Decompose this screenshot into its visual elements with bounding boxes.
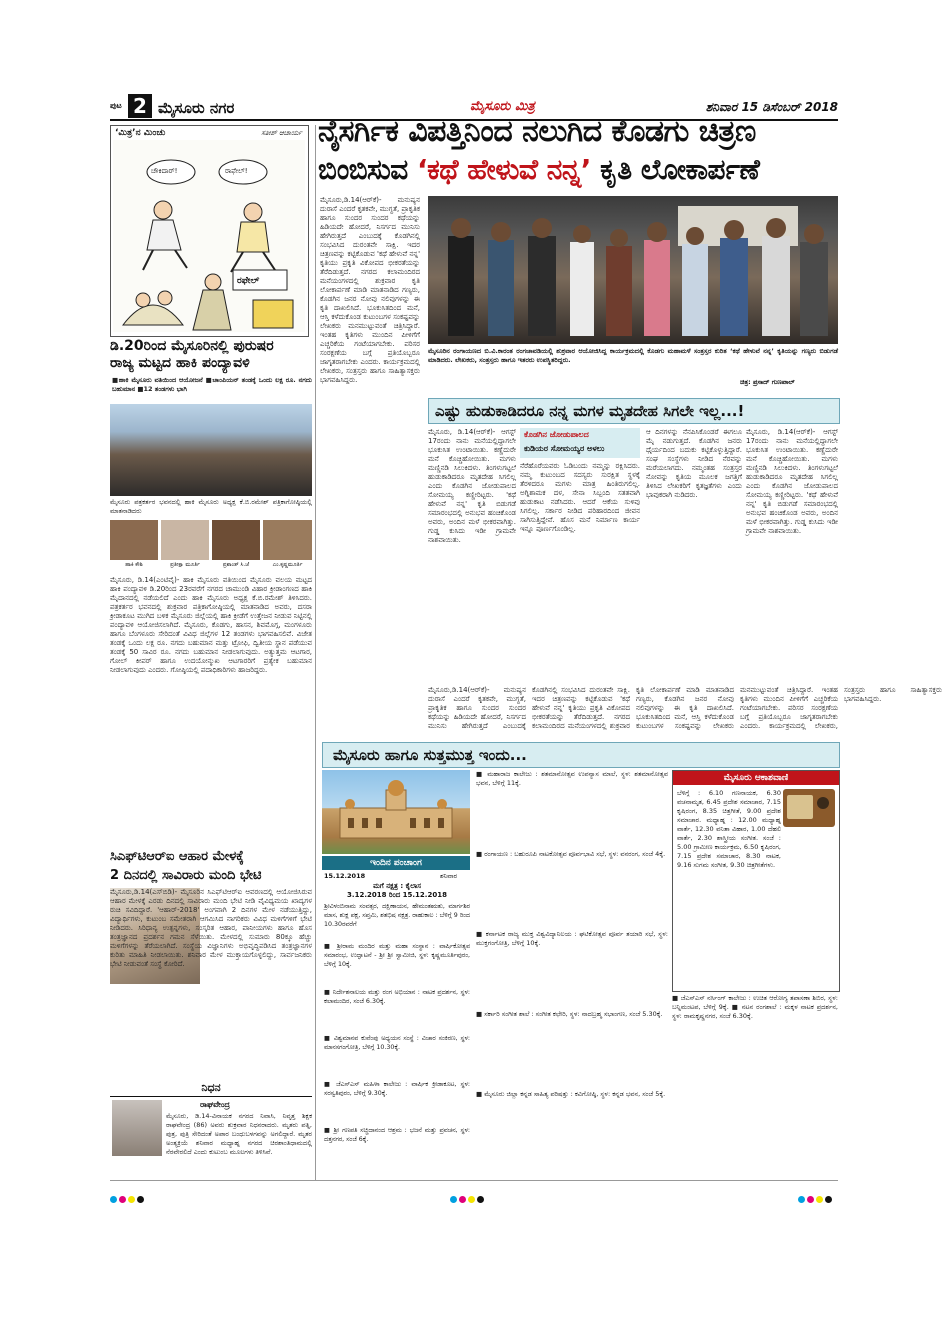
event-left-2: ■ ನಿರ್ದೇಶನಾಲಯ ಮತ್ತು ರಂಗ ಅಭಿಯಾನ : ನಾಟಕ ಪ್ರದರ್ಶನ, ಸ್ಥಳ: ಕಲಾಮಂದಿರ, ಸಂಜೆ 6.30ಕ್ಕೆ. — [324, 989, 470, 1005]
hockey-body: ಮೈಸೂರು, ಡಿ.14(ಎಂಟಿವೈ)- ಹಾಕಿ ಮೈಸೂರು ವತಿಯಿಂದ ಮೈಸೂರು ವಲಯ ಮಟ್ಟದ ಹಾಕಿ ಪಂದ್ಯಾವಳಿ ಡಿ.20ರಿಂದ 23ರವರೆಗೆ ನಗರದ ಚಾಮುಂಡಿ ವಿಹಾರ ಕ್ರೀಡಾಂಗಣದ ಹಾಕಿ ಮೈದಾನದಲ್ಲಿ ನಡೆಯಲಿದೆ ಎಂದು ಹಾಕಿ ಮೈಸೂರು ಅಧ್ಯಕ್ಷ ಕೆ.ಬಿ.ರಮೇಶ್ ತಿಳಿಸಿದರು. ಪತ್ರಕರ್ತರ ಭವನದಲ್ಲಿ ಶುಕ್ರವಾರ ಪತ್ರಿಕಾಗೋಷ್ಠಿಯಲ್ಲಿ ಮಾತನಾಡಿದ ಅವರು, ದಸರಾ ಕ್ರೀಡಾಕೂಟ ಮುಗಿದ ಬಳಿಕ ಮೈಸೂರು ಜಿಲ್ಲೆಯಲ್ಲಿ ಹಾಕಿ ಕ್ರೀಡೆಗೆ ಉತ್ತೇಜನ ನೀಡುವ ನಿಟ್ಟಿನಲ್ಲಿ ಪಂದ್ಯಾವಳಿ ಆಯೋಜಿಸಲಾಗಿದೆ. ಮೈಸೂರು, ಕೊಡಗು, ಹಾಸನ, ಶಿವಮೊಗ್ಗ, ಮಂಗಳೂರು ಹಾಗೂ ಬೆಂಗಳೂರು ಸೇರಿದಂತೆ ವಿವಿಧ ಜಿಲ್ಲೆಗಳ 12 ತಂಡಗಳು ಭಾಗವಹಿಸಲಿವೆ. ವಿಜೇತ ತಂಡಕ್ಕೆ ಒಂದು ಲಕ್ಷ ರೂ. ನಗದು ಬಹುಮಾನ ಮತ್ತು ಟ್ರೋಫಿ, ದ್ವಿತೀಯ ಸ್ಥಾನ ಪಡೆಯುವ ತಂಡಕ್ಕೆ 50 ಸಾವಿರ ರೂ. ನಗದು ಬಹುಮಾನ ನೀಡಲಾಗುವುದು. ಅತ್ಯುತ್ತಮ ಆಟಗಾರ, ಗೋಲ್ ಕೀಪರ್ ಹಾಗೂ ಉದಯೋನ್ಮುಖ ಆಟಗಾರರಿಗೆ ಪ್ರತ್ಯೇಕ ಬಹುಮಾನ ನೀಡಲಾಗುವುದು ಎಂದರು. ಗೋಷ್ಠಿಯಲ್ಲಿ ಪದಾಧಿಕಾರಿಗಳು ಹಾಜರಿದ್ದರು. — [110, 576, 312, 674]
lead-lower-body: ಮೈಸೂರು,ಡಿ.14(ಆರ್‌ಕೆ)- ಮನುಷ್ಯನ ದುರಾಸೆ ಎಂದರೆ ಕೃತಕವೇ, ಮುಗ್ಧತೆ, ಪ್ರಾಕೃತಿಕ ಹಾಗೂ ಸುಂದರ ಸುಂದರ ಕಥೆಯನ್ನು ಹಿಡಿಯದೇ ಹೋದರೆ, ನಿಸರ್ಗದ ಮುನಿಸು ಹೇಗಿರುತ್ತದೆ ಎಂಬುದಕ್ಕೆ ಕೊಡಗಿನಲ್ಲಿ ಸಂಭವಿಸಿದ ದುರಂತವೇ ಸಾಕ್ಷಿ. ಇದರ ಚಿತ್ರಣವನ್ನು ಕಟ್ಟಿಕೊಡುವ 'ಕಥೆ ಹೇಳುವೆ ನನ್ನ' ಕೃತಿಯು ಪ್ರಕೃತಿ ವಿಕೋಪದ ಭೀಕರತೆಯನ್ನು ತೆರೆದಿಡುತ್ತದೆ. ನಗರದ ಕಲಾಮಂದಿರದ ಮನೆಯಂಗಳದಲ್ಲಿ ಶುಕ್ರವಾರ ಕೃತಿ ಲೋಕಾರ್ಪಣೆ ಮಾಡಿ ಮಾತನಾಡಿದ ಗಣ್ಯರು, ಕೊಡಗಿನ ಜನರ ನೋವು ನಲಿವುಗಳನ್ನು ಈ ಕೃತಿ ದಾಖಲಿಸಿದೆ. ಭೂಕುಸಿತದಿಂದ ಮನೆ, ಆಸ್ತಿ ಕಳೆದುಕೊಂಡ ಕುಟುಂಬಗಳ ಸಂಕಷ್ಟವನ್ನು ಲೇಖಕರು ಮನಮುಟ್ಟುವಂತೆ ಚಿತ್ರಿಸಿದ್ದಾರೆ. ಇಂತಹ ಕೃತಿಗಳು ಮುಂದಿನ ಪೀಳಿಗೆಗೆ ಎಚ್ಚರಿಕೆಯ ಗಂಟೆಯಾಗಬೇಕು. ಪರಿಸರ ಸಂರಕ್ಷಣೆಯ ಬಗ್ಗೆ ಪ್ರತಿಯೊಬ್ಬರೂ ಜಾಗೃತರಾಗಬೇಕು ಎಂದರು. ಕಾರ್ಯಕ್ರಮದಲ್ಲಿ ಲೇಖಕರು, ಸಂತ್ರಸ್ತರು ಹಾಗೂ ಸಾಹಿತ್ಯಾಸಕ್ತರು ಭಾಗವಹಿಸಿದ್ದರು. — [428, 686, 942, 730]
missing-subhead-1: ಕೊಡಗಿನ ಜೋಡುಪಾಲದ — [524, 430, 589, 439]
event-mid-5: ■ ಮೈಸೂರು ಜಿಲ್ಲಾ ಕನ್ನಡ ಸಾಹಿತ್ಯ ಪರಿಷತ್ತು : ಕವಿಗೋಷ್ಠಿ, ಸ್ಥಳ: ಕನ್ನಡ ಭವನ, ಸಂಜೆ 5ಕ್ಕೆ. — [476, 1090, 666, 1098]
cartoon-title: ‘ಮಿತ್ರ’ನ ಮಿಂಚು — [115, 128, 166, 138]
lead-photo — [428, 196, 838, 344]
portrait-row — [110, 520, 312, 572]
portrait-name-3: ಪ್ರಶಾಂತ್ ಸಿ.ಜೆ — [222, 562, 250, 568]
obituary-photo — [112, 1100, 162, 1156]
portrait-2 — [161, 520, 209, 560]
registration-marks-bottom-mid — [450, 1188, 486, 1207]
hockey-bullets: ■ಹಾಕಿ ಮೈಸೂರು ವತಿಯಿಂದ ಆಯೋಜನೆ ■ಚಾಂಪಿಯನ್ ತಂಡಕ್ಕೆ ಒಂದು ಲಕ್ಷ ರೂ. ನಗದು ಬಹುಮಾನ ■12 ತಂಡಗಳು ಭಾಗಿ — [112, 376, 312, 393]
section-title: ಮೈಸೂರು ನಗರ — [158, 99, 235, 117]
bottom-rule — [110, 1180, 838, 1181]
obituary-title: ನಿಧನ — [110, 1080, 312, 1097]
panchanga-date: 15.12.2018 — [324, 872, 366, 880]
portrait-name-2: ಪ್ರತೀಕ್ಷಾ ಮೂರ್ತಿ — [170, 562, 200, 568]
missing-banner-text: ಎಷ್ಟು ಹುಡುಕಾಡಿದರೂ ನನ್ನ ಮಗಳ ಮೃತದೇಹ ಸಿಗಲೇ ಇಲ್ಲ...! — [435, 402, 745, 420]
cftri-headline-2: 2 ದಿನದಲ್ಲಿ ಸಾವಿರಾರು ಮಂದಿ ಭೇಟಿ — [110, 868, 262, 883]
missing-col4: ಮೈಸೂರು, ಡಿ.14(ಆರ್‌ಕೆ)- ಆಗಸ್ಟ್ 17ರಂದು ನಾನು ಮನೆಯಲ್ಲಿದ್ದಾಗಲೇ ಭೂಕುಸಿತ ಉಂಟಾಯಿತು. ಕಣ್ಣೆದುರೇ ಮನೆ ಕೊಚ್ಚಿಹೋಯಿತು. ಮಗಳು ಮಣ್ಣಿನಡಿ ಸಿಲುಕಿದಳು. ತಿಂಗಳುಗಟ್ಟಲೆ ಹುಡುಕಾಡಿದರೂ ಮೃತದೇಹ ಸಿಗಲಿಲ್ಲ ಎಂದು ಕೊಡಗಿನ ಜೋಡುಪಾಲದ ಸೋಮಯ್ಯ ಕಣ್ಣೀರಿಟ್ಟರು. 'ಕಥೆ ಹೇಳುವೆ ನನ್ನ' ಕೃತಿ ಬಿಡುಗಡೆ ಸಮಾರಂಭದಲ್ಲಿ ಅನುಭವ ಹಂಚಿಕೊಂಡ ಅವರು, ಅಂದಿನ ಮಳೆ ಭೀಕರವಾಗಿತ್ತು. ಗುಡ್ಡ ಕುಸಿದು ಇಡೀ ಗ್ರಾಮವೇ ನಾಶವಾಯಿತು. — [746, 428, 838, 535]
missing-col2: ನೆರೆಹೊರೆಯವರು ಓಡಿಬಂದು ನಮ್ಮನ್ನು ರಕ್ಷಿಸಿದರು. ನಮ್ಮ ಕುಟುಂಬದ ಸದಸ್ಯರು ಸುರಕ್ಷಿತ ಸ್ಥಳಕ್ಕೆ ತೆರಳಿದರೂ ಮಗಳು ಮಾತ್ರ ಹಿಂತಿರುಗಲಿಲ್ಲ. ಅಗ್ನಿಶಾಮಕ ದಳ, ಸೇನಾ ಸಿಬ್ಬಂದಿ ಸತತವಾಗಿ ಹುಡುಕಾಟ ನಡೆಸಿದರು. ಆದರೆ ಆಕೆಯ ಸುಳಿವು ಸಿಗಲಿಲ್ಲ. ಸರ್ಕಾರ ನೀಡಿದ ಪರಿಹಾರದಿಂದ ಜೀವನ ಸಾಗಿಸುತ್ತಿದ್ದೇವೆ. ಹೊಸ ಮನೆ ನಿರ್ಮಾಣ ಕಾರ್ಯ ಇನ್ನೂ ಪೂರ್ಣಗೊಂಡಿಲ್ಲ. — [520, 462, 640, 533]
hockey-photo-caption: ಮೈಸೂರು ಪತ್ರಕರ್ತರ ಭವನದಲ್ಲಿ ಹಾಕಿ ಮೈಸೂರು ಅಧ್ಯಕ್ಷ ಕೆ.ಬಿ.ರಮೇಶ್ ಪತ್ರಿಕಾಗೋಷ್ಠಿಯಲ್ಲಿ ಮಾತನಾಡಿದರು — [110, 498, 312, 515]
cftri-headline-1: ಸಿಎಫ್‌ಟಿಆರ್‌ಐ ಆಹಾರ ಮೇಳಕ್ಕೆ — [110, 849, 244, 864]
hockey-headline-2: ರಾಜ್ಯ ಮಟ್ಟದ ಹಾಕಿ ಪಂದ್ಯಾವಳಿ — [110, 355, 250, 371]
obituary-body: ಮೈಸೂರು, ಡಿ.14-ವಿನಾಯಕ ನಗರದ ನಿವಾಸಿ, ನಿವೃತ್ತ ಶಿಕ್ಷಕ ರಾಘವೇಂದ್ರ (86) ಅವರು ಶುಕ್ರವಾರ ನಿಧನರಾದರು. ಮೃತರು ಪತ್ನಿ, ಪುತ್ರ, ಪುತ್ರಿ ಸೇರಿದಂತೆ ಅಪಾರ ಬಂಧುಬಳಗವನ್ನು ಅಗಲಿದ್ದಾರೆ. ಮೃತರ ಅಂತ್ಯಕ್ರಿಯೆ ಶನಿವಾರ ಮಧ್ಯಾಹ್ನ ನಗರದ ಚಿರಶಾಂತಿಧಾಮದಲ್ಲಿ ನೆರವೇರಲಿದೆ ಎಂದು ಕುಟುಂಬ ಮೂಲಗಳು ತಿಳಿಸಿವೆ. — [166, 1112, 312, 1156]
events-mid-list — [476, 770, 668, 1174]
event-mid-2: ■ ರಂಗಾಯಣ : ಬಹುರೂಪಿ ನಾಟಕೋತ್ಸವ ಪೂರ್ವಭಾವಿ ಸಭೆ, ಸ್ಥಳ: ವನರಂಗ, ಸಂಜೆ 4ಕ್ಕೆ. — [476, 850, 666, 858]
cartoon-bubble-right: ರಾಫೇಲ್! — [225, 167, 248, 175]
event-mid-1: ■ ಮಹಾರಾಜ ಕಾಲೇಜು : ಶತಮಾನೋತ್ಸವ ಉಪನ್ಯಾಸ ಮಾಲೆ, ಸ್ಥಳ: ಶತಮಾನೋತ್ಸವ ಭವನ, ಬೆಳಿಗ್ಗೆ 11ಕ್ಕೆ. — [476, 770, 668, 787]
registration-marks-bottom-left — [110, 1188, 146, 1207]
cftri-body: ಮೈಸೂರು,ಡಿ.14(ಎಸ್‌ಬಿಡಿ)- ಮೈಸೂರಿನ ಸಿಎಫ್‌ಟಿಆರ್‌ಐ ಆವರಣದಲ್ಲಿ ಆಯೋಜಿಸಿರುವ ಆಹಾರ ಮೇಳಕ್ಕೆ ಎರಡು ದಿನದಲ್ಲಿ ಸಾವಿರಾರು ಮಂದಿ ಭೇಟಿ ನೀಡಿ ವೈವಿಧ್ಯಮಯ ಖಾದ್ಯಗಳ ರುಚಿ ಸವಿದಿದ್ದಾರೆ. 'ಆಹಾರ್-2018' ಅಂಗವಾಗಿ 2 ದಿನಗಳ ಮೇಳ ನಡೆಯುತ್ತಿದ್ದು, ವಿದ್ಯಾರ್ಥಿಗಳು, ಕುಟುಂಬ ಸಮೇತರಾಗಿ ಆಗಮಿಸಿದ ನಾಗರಿಕರು ವಿವಿಧ ಮಳಿಗೆಗಳಿಗೆ ಭೇಟಿ ನೀಡಿದರು. ಸಿರಿಧಾನ್ಯ ಉತ್ಪನ್ನಗಳು, ಸಂಸ್ಕರಿತ ಆಹಾರ, ಪಾನೀಯಗಳು ಹಾಗೂ ಹೊಸ ತಂತ್ರಜ್ಞಾನದ ಪ್ರದರ್ಶನ ಗಮನ ಸೆಳೆಯಿತು. ಮೇಳದಲ್ಲಿ ಸುಮಾರು 80ಕ್ಕೂ ಹೆಚ್ಚು ಮಳಿಗೆಗಳನ್ನು ತೆರೆಯಲಾಗಿದೆ. ಸಂಸ್ಥೆಯ ವಿಜ್ಞಾನಿಗಳು ಅಭಿವೃದ್ಧಿಪಡಿಸಿದ ತಂತ್ರಜ್ಞಾನಗಳ ಕುರಿತು ಮಾಹಿತಿ ನೀಡಲಾಯಿತು. ಶನಿವಾರ ಮೇಳ ಮುಕ್ತಾಯಗೊಳ್ಳಲಿದ್ದು, ಸಾರ್ವಜನಿಕರು ಭೇಟಿ ನೀಡುವಂತೆ ಸಂಸ್ಥೆ ಕೋರಿದೆ. — [110, 888, 312, 968]
cartoon-box — [110, 125, 309, 337]
lead-headline-2b: ‘ಕಥೆ ಹೇಳುವೆ ನನ್ನ’ — [417, 153, 591, 186]
palace-illustration — [322, 770, 470, 854]
lead-headline-2 — [318, 153, 838, 187]
cartoon-illustration — [113, 140, 305, 332]
missing-col3: ಆ ದಿನಗಳನ್ನು ನೆನಪಿಸಿಕೊಂಡರೆ ಈಗಲೂ ಮೈ ನಡುಗುತ್ತದೆ. ಕೊಡಗಿನ ಜನರು ಧೈರ್ಯದಿಂದ ಬದುಕು ಕಟ್ಟಿಕೊಳ್ಳುತ್ತಿದ್ದಾರೆ. ಸಂಘ ಸಂಸ್ಥೆಗಳು ನೀಡಿದ ನೆರವನ್ನು ಮರೆಯಲಾಗದು. ನಮ್ಮಂತಹ ಸಂತ್ರಸ್ತರ ನೋವನ್ನು ಕೃತಿಯ ಮೂಲಕ ಜಗತ್ತಿಗೆ ತಿಳಿಸಿದ ಲೇಖಕರಿಗೆ ಕೃತಜ್ಞತೆಗಳು ಎಂದು ಭಾವುಕರಾಗಿ ನುಡಿದರು. — [646, 428, 742, 499]
cartoon-artist: ಸತೀಶ್ ಆಚಾರ್ಯ — [261, 129, 302, 137]
lead-headline-2c: ಕೃತಿ ಲೋಕಾರ್ಪಣೆ — [590, 153, 760, 186]
lead-body: ಮೈಸೂರು,ಡಿ.14(ಆರ್‌ಕೆ)- ಮನುಷ್ಯನ ದುರಾಸೆ ಎಂದರೆ ಕೃತಕವೇ, ಮುಗ್ಧತೆ, ಪ್ರಾಕೃತಿಕ ಹಾಗೂ ಸುಂದರ ಸುಂದರ ಕಥೆಯನ್ನು ಹಿಡಿಯದೇ ಹೋದರೆ, ನಿಸರ್ಗದ ಮುನಿಸು ಹೇಗಿರುತ್ತದೆ ಎಂಬುದಕ್ಕೆ ಕೊಡಗಿನಲ್ಲಿ ಸಂಭವಿಸಿದ ದುರಂತವೇ ಸಾಕ್ಷಿ. ಇದರ ಚಿತ್ರಣವನ್ನು ಕಟ್ಟಿಕೊಡುವ 'ಕಥೆ ಹೇಳುವೆ ನನ್ನ' ಕೃತಿಯು ಪ್ರಕೃತಿ ವಿಕೋಪದ ಭೀಕರತೆಯನ್ನು ತೆರೆದಿಡುತ್ತದೆ. ನಗರದ ಕಲಾಮಂದಿರದ ಮನೆಯಂಗಳದಲ್ಲಿ ಶುಕ್ರವಾರ ಕೃತಿ ಲೋಕಾರ್ಪಣೆ ಮಾಡಿ ಮಾತನಾಡಿದ ಗಣ್ಯರು, ಕೊಡಗಿನ ಜನರ ನೋವು ನಲಿವುಗಳನ್ನು ಈ ಕೃತಿ ದಾಖಲಿಸಿದೆ. ಭೂಕುಸಿತದಿಂದ ಮನೆ, ಆಸ್ತಿ ಕಳೆದುಕೊಂಡ ಕುಟುಂಬಗಳ ಸಂಕಷ್ಟವನ್ನು ಲೇಖಕರು ಮನಮುಟ್ಟುವಂತೆ ಚಿತ್ರಿಸಿದ್ದಾರೆ. ಇಂತಹ ಕೃತಿಗಳು ಮುಂದಿನ ಪೀಳಿಗೆಗೆ ಎಚ್ಚರಿಕೆಯ ಗಂಟೆಯಾಗಬೇಕು. ಪರಿಸರ ಸಂರಕ್ಷಣೆಯ ಬಗ್ಗೆ ಪ್ರತಿಯೊಬ್ಬರೂ ಜಾಗೃತರಾಗಬೇಕು ಎಂದರು. ಕಾರ್ಯಕ್ರಮದಲ್ಲಿ ಲೇಖಕರು, ಸಂತ್ರಸ್ತರು ಹಾಗೂ ಸಾಹಿತ್ಯಾಸಕ್ತರು ಭಾಗವಹಿಸಿದ್ದರು. — [320, 196, 420, 384]
around-banner — [322, 742, 840, 768]
hockey-headline-1: ಡಿ.20ರಿಂದ ಮೈಸೂರಿನಲ್ಲಿ ಪುರುಷರ — [110, 338, 274, 354]
hockey-photo — [110, 404, 312, 496]
panchanga-title — [322, 856, 470, 870]
event-mid-3: ■ ಕರ್ನಾಟಕ ರಾಜ್ಯ ಮುಕ್ತ ವಿಶ್ವವಿದ್ಯಾನಿಲಯ : ಘಟಿಕೋತ್ಸವ ಪೂರ್ವ ತಯಾರಿ ಸಭೆ, ಸ್ಥಳ: ಮುಕ್ತಗಂಗೋತ್ರಿ, ಬೆಳಿಗ್ಗೆ 10ಕ್ಕೆ. — [476, 930, 668, 947]
page-number: 2 — [128, 94, 152, 118]
portrait-3 — [212, 520, 260, 560]
issue-date: ಶನಿವಾರ 15 ಡಿಸೆಂಬರ್ 2018 — [705, 100, 838, 114]
radio-title — [673, 771, 839, 785]
event-left-1: ■ ಶ್ರೀರಾಮ ಮಂದಿರ ಮತ್ತು ಮಹಾ ಸಂಸ್ಥಾನ : ವಾರ್ಷಿಕೋತ್ಸವ ಸಮಾರಂಭ, ಉದ್ಘಾಟನೆ - ಶ್ರೀ ಶ್ರೀ ಸ್ವಾಮೀಜಿ, ಸ್ಥಳ: ಕೃಷ್ಣಮೂರ್ತಿಪುರಂ, ಬೆಳಿಗ್ಗೆ 10ಕ್ಕೆ. — [324, 943, 470, 968]
event-left-4: ■ ಜೆಎಸ್‌ಎಸ್ ಮಹಿಳಾ ಕಾಲೇಜು : ವಾರ್ಷಿಕ ಕ್ರೀಡಾಕೂಟ, ಸ್ಥಳ: ಸರಸ್ವತಿಪುರಂ, ಬೆಳಿಗ್ಗೆ 9.30ಕ್ಕೆ. — [324, 1081, 470, 1097]
cartoon-bubble-left: ಚೌಕಿದಾರ್! — [151, 167, 178, 175]
radio-body: ಬೆಳಿಗ್ಗೆ : 6.10 ಗಣನಾಯಕ, 6.30 ವಚನಾಮೃತ, 6.45 ಪ್ರದೇಶ ಸಮಾಚಾರ, 7.15 ಕೃಷಿರಂಗ, 8.35 ಚಿತ್ರಗೀತೆ, 9.00 ಪ್ರದೇಶ ಸಮಾಚಾರ. ಮಧ್ಯಾಹ್ನ : 12.00 ಮಧ್ಯಾಹ್ನ ವಾರ್ತೆ, 12.30 ವನಿತಾ ವಿಹಾರ, 1.00 ದೆಹಲಿ ವಾರ್ತೆ, 2.30 ಶಾಸ್ತ್ರೀಯ ಸಂಗೀತ. ಸಂಜೆ : 5.00 ಗ್ರಾಮೀಣ ಕಾರ್ಯಕ್ರಮ, 6.50 ಕೃಷಿರಂಗ, 7.15 ಪ್ರದೇಶ ಸಮಾಚಾರ, 8.30 ನಾಟಕ, 9.16 ಸುಗಮ ಸಂಗೀತ, 9.30 ಚಿತ್ರಗೀತೆಗಳು. — [677, 789, 781, 869]
panchanga-body: ಶ್ರೀವಿಳಂಬಿನಾಮ ಸಂವತ್ಸರ, ದಕ್ಷಿಣಾಯನ, ಹೇಮಂತಋತು, ಮಾರ್ಗಶಿರ ಮಾಸ, ಶುಕ್ಲ ಪಕ್ಷ, ಸಪ್ತಮಿ, ಶತಭಿಷ ನಕ್ಷತ್ರ. ರಾಹುಕಾಲ : ಬೆಳಿಗ್ಗೆ 9 ರಿಂದ 10.30ರವರೆಗೆ — [324, 903, 470, 928]
event-left-5: ■ ಶ್ರೀ ಗಣಪತಿ ಸಚ್ಚಿದಾನಂದ ಆಶ್ರಮ : ಭಜನೆ ಮತ್ತು ಪ್ರವಚನ, ಸ್ಥಳ: ದತ್ತನಗರ, ಸಂಜೆ 6ಕ್ಕೆ. — [324, 1127, 470, 1143]
page-label: ಪುಟ — [110, 101, 122, 110]
around-banner-text: ಮೈಸೂರು ಹಾಗೂ ಸುತ್ತಮುತ್ತ ಇಂದು... — [333, 746, 527, 764]
radio-title-text: ಮೈಸೂರು ಆಕಾಶವಾಣಿ — [723, 773, 789, 783]
missing-subhead-2: ಕುಡಿಯರ ಸೋಮಯ್ಯರ ಅಳಲು — [524, 444, 605, 453]
column-rule-1 — [315, 125, 316, 1180]
panchanga-day: ಶನಿವಾರ — [440, 872, 458, 880]
portrait-name-1: ಹಾಕಿ ಕೌಶಿ — [125, 562, 143, 568]
cartoon-sign: ರಫೇಲ್ — [237, 276, 260, 286]
portrait-name-4: ಎಂ.ಕೃಷ್ಣಮೂರ್ತಿ — [272, 562, 303, 568]
lead-photo-people — [428, 196, 838, 344]
palace-photo — [322, 770, 470, 854]
events-left-list — [324, 942, 470, 1174]
lead-photo-caption: ಮೈಸೂರಿನ ರಂಗಾಯಣದ ಬಿ.ವಿ.ಕಾರಂತ ರಂಗಚಾವಡಿಯಲ್ಲಿ ಶುಕ್ರವಾರ ಆಯೋಜಿಸಿದ್ದ ಕಾರ್ಯಕ್ರಮದಲ್ಲಿ ಕೊಡಗು ಮಹಾಮಳೆ ಸಂತ್ರಸ್ತರ ಕುರಿತ ‘ಕಥೆ ಹೇಳುವೆ ನನ್ನ’ ಕೃತಿಯನ್ನು ಗಣ್ಯರು ಬಿಡುಗಡೆ ಮಾಡಿದರು. ಲೇಖಕರು, ಸಂತ್ರಸ್ತರು ಹಾಗೂ ಇತರರು ಉಪಸ್ಥಿತರಿದ್ದರು. — [428, 347, 838, 364]
brand-logo: ಮೈಸೂರು ಮಿತ್ರ — [470, 99, 535, 114]
lead-photo-credit: ಚಿತ್ರ: ಪ್ರಸಾದ್ ಗುಣಪಾಲ್ — [740, 378, 795, 386]
radio-box — [672, 770, 840, 992]
radio-set-icon — [783, 789, 835, 827]
panchanga-line1: ಮಗೆ ನಕ್ಷತ್ರ : ಕೈಲಾಸ — [373, 882, 421, 890]
missing-col1: ಮೈಸೂರು, ಡಿ.14(ಆರ್‌ಕೆ)- ಆಗಸ್ಟ್ 17ರಂದು ನಾನು ಮನೆಯಲ್ಲಿದ್ದಾಗಲೇ ಭೂಕುಸಿತ ಉಂಟಾಯಿತು. ಕಣ್ಣೆದುರೇ ಮನೆ ಕೊಚ್ಚಿಹೋಯಿತು. ಮಗಳು ಮಣ್ಣಿನಡಿ ಸಿಲುಕಿದಳು. ತಿಂಗಳುಗಟ್ಟಲೆ ಹುಡುಕಾಡಿದರೂ ಮೃತದೇಹ ಸಿಗಲಿಲ್ಲ ಎಂದು ಕೊಡಗಿನ ಜೋಡುಪಾಲದ ಸೋಮಯ್ಯ ಕಣ್ಣೀರಿಟ್ಟರು. 'ಕಥೆ ಹೇಳುವೆ ನನ್ನ' ಕೃತಿ ಬಿಡುಗಡೆ ಸಮಾರಂಭದಲ್ಲಿ ಅನುಭವ ಹಂಚಿಕೊಂಡ ಅವರು, ಅಂದಿನ ಮಳೆ ಭೀಕರವಾಗಿತ್ತು. ಗುಡ್ಡ ಕುಸಿದು ಇಡೀ ಗ್ರಾಮವೇ ನಾಶವಾಯಿತು. — [428, 428, 516, 544]
notices: ■ ಜೆಎಸ್‌ಎಸ್ ನರ್ಸಿಂಗ್ ಕಾಲೇಜು : ಉಚಿತ ಆರೋಗ್ಯ ತಪಾಸಣಾ ಶಿಬಿರ, ಸ್ಥಳ: ಬನ್ನಿಮಂಟಪ, ಬೆಳಿಗ್ಗೆ 9ಕ್ಕೆ. ■ ನಟನ ರಂಗಶಾಲೆ : ಮಕ್ಕಳ ನಾಟಕ ಪ್ರದರ್ಶನ, ಸ್ಥಳ: ರಾಮಕೃಷ್ಣನಗರ, ಸಂಜೆ 6.30ಕ್ಕೆ. — [672, 994, 838, 1020]
missing-banner — [428, 398, 840, 424]
lead-headline-1: ನೈಸರ್ಗಿಕ ವಿಪತ್ತಿನಿಂದ ನಲುಗಿದ ಕೊಡಗು ಚಿತ್ರಣ — [318, 114, 756, 149]
panchanga-title-text: ಇಂದಿನ ಪಂಚಾಂಗ — [370, 858, 422, 868]
portrait-1 — [110, 520, 158, 560]
panchanga-line2: 3.12.2018 ರಿಂದ 15.12.2018 — [347, 891, 447, 899]
event-left-3: ■ ವಿಶ್ವಮಾನವ ಕುವೆಂಪು ಅಧ್ಯಯನ ಸಂಸ್ಥೆ : ವಿಚಾರ ಸಂಕಿರಣ, ಸ್ಥಳ: ಮಾನಸಗಂಗೋತ್ರಿ, ಬೆಳಿಗ್ಗೆ 10.30ಕ್ಕೆ. — [324, 1035, 470, 1051]
obituary-name: ರಾಘವೇಂದ್ರ — [200, 1100, 230, 1109]
event-mid-4: ■ ಸರ್ಕಾರಿ ಸಂಗೀತ ಶಾಲೆ : ಸಂಗೀತ ಕಛೇರಿ, ಸ್ಥಳ: ನಾದಬ್ರಹ್ಮ ಸಭಾಂಗಣ, ಸಂಜೆ 5.30ಕ್ಕೆ. — [476, 1010, 663, 1018]
portrait-4 — [263, 520, 312, 560]
registration-marks-bottom-right — [798, 1188, 834, 1207]
lead-headline-2a: ಬಿಂಬಿಸುವ — [318, 153, 418, 186]
